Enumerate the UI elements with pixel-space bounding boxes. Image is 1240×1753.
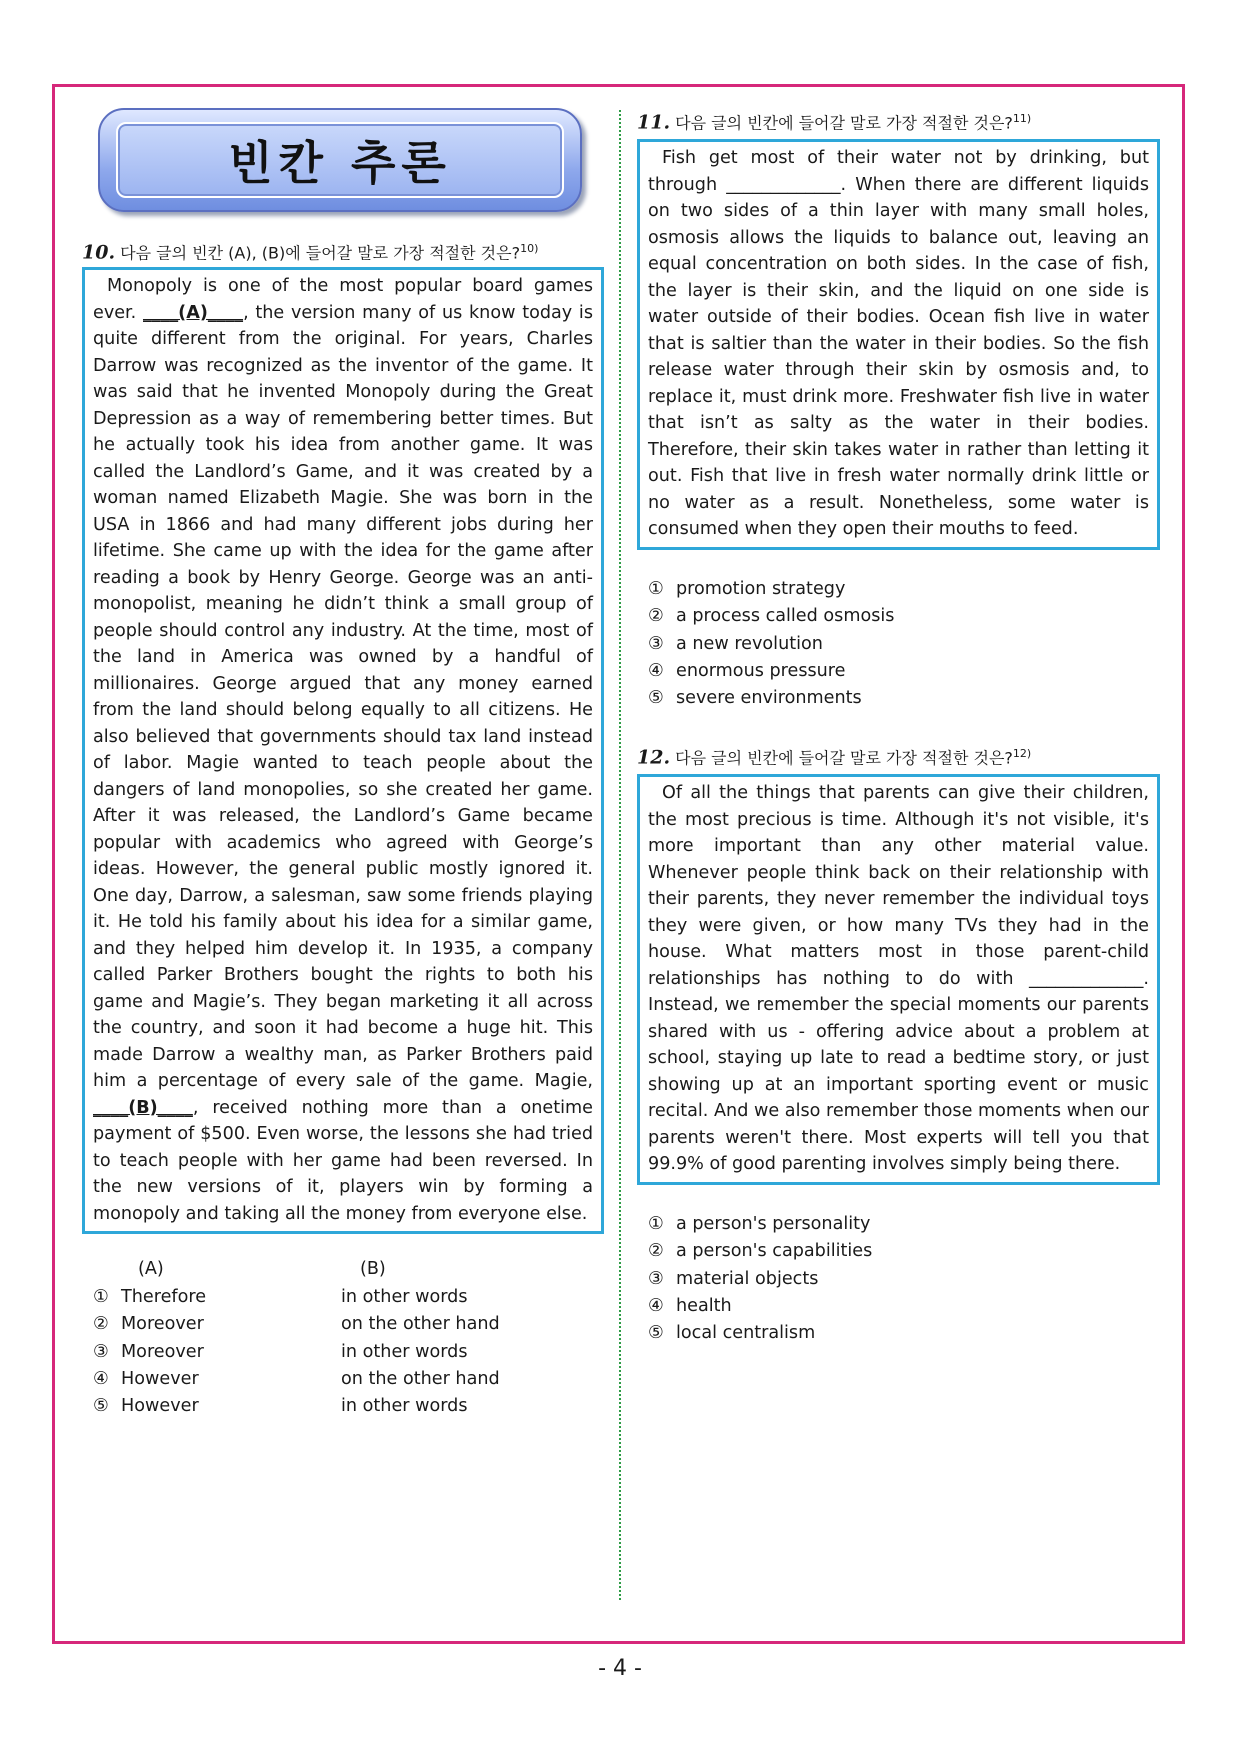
choice-number: ② xyxy=(648,606,664,627)
choice-text: a new revolution xyxy=(676,633,823,654)
section-title: 빈칸 추론 xyxy=(228,136,452,190)
choice-text: a person's personality xyxy=(676,1213,871,1234)
blank-a: ____(A)____ xyxy=(142,302,244,323)
question-10-prompt: 다음 글의 빈칸 (A), (B)에 들어갈 말로 가장 적절한 것은? xyxy=(120,243,521,263)
question-11-ref: 11) xyxy=(1012,112,1032,125)
choice-a: However xyxy=(121,1368,199,1389)
choice-number: ⑤ xyxy=(648,1323,664,1344)
page-number: - 4 - xyxy=(598,1656,642,1681)
choice-text: material objects xyxy=(676,1268,819,1289)
choice-number: ④ xyxy=(648,661,664,682)
choice-text: health xyxy=(676,1295,732,1316)
blank-b: ____(B)____ xyxy=(93,1097,193,1118)
column-b-header: (B) xyxy=(360,1259,386,1280)
choice-number: ③ xyxy=(93,1341,109,1362)
choice-b: in other words xyxy=(341,1341,468,1362)
choice-number: ③ xyxy=(648,1268,664,1289)
choice-item[interactable] xyxy=(648,603,1160,630)
left-column xyxy=(82,108,604,1421)
choice-number: ⑤ xyxy=(93,1396,109,1417)
choice-item[interactable] xyxy=(93,1393,604,1420)
choice-number: ① xyxy=(648,1213,664,1234)
question-12-prompt: 다음 글의 빈칸에 들어갈 말로 가장 적절한 것은? xyxy=(675,748,1013,768)
choice-item[interactable] xyxy=(648,658,1160,685)
choice-a: Moreover xyxy=(121,1341,204,1362)
question-11-header xyxy=(637,108,1160,134)
choice-item[interactable] xyxy=(648,1266,1160,1293)
question-10-header xyxy=(82,238,604,264)
choice-item[interactable] xyxy=(648,1238,1160,1265)
choice-b: on the other hand xyxy=(341,1314,500,1335)
choice-item[interactable] xyxy=(648,1293,1160,1320)
question-10-choices xyxy=(82,1256,604,1420)
choice-item[interactable] xyxy=(648,576,1160,603)
question-12-ref: 12) xyxy=(1012,746,1032,760)
section-title-frame xyxy=(116,122,564,198)
choice-text: promotion strategy xyxy=(676,578,846,599)
question-11-number: 11. xyxy=(637,111,671,134)
choice-a: Therefore xyxy=(121,1286,207,1307)
choice-item[interactable] xyxy=(648,631,1160,658)
passage-text: , received nothing more than a onetime payment of $500. Even worse, the lessons she had tried to teach people with her game had been reversed. In the new versions of it, players win by forming a monopoly and taking all the money from everyone else. xyxy=(93,1097,593,1224)
choice-item[interactable] xyxy=(648,685,1160,712)
choice-number: ② xyxy=(93,1314,109,1335)
choice-item[interactable] xyxy=(648,1211,1160,1238)
choice-text: a process called osmosis xyxy=(676,606,895,627)
choices-header xyxy=(93,1256,604,1283)
question-11-prompt: 다음 글의 빈칸에 들어갈 말로 가장 적절한 것은? xyxy=(675,113,1013,133)
choice-a: However xyxy=(121,1396,199,1417)
column-divider xyxy=(619,110,621,1600)
question-12-choices xyxy=(637,1211,1160,1348)
question-10-passage xyxy=(82,267,604,1234)
choice-number: ③ xyxy=(648,633,664,654)
section-title-banner xyxy=(98,108,582,212)
choice-b: in other words xyxy=(341,1396,468,1417)
choice-b: in other words xyxy=(341,1286,468,1307)
choice-number: ④ xyxy=(648,1295,664,1316)
choice-item[interactable] xyxy=(93,1311,604,1338)
choice-a: Moreover xyxy=(121,1314,204,1335)
choice-number: ② xyxy=(648,1241,664,1262)
passage-text: Monopoly is one of the most popular board games ever. xyxy=(93,276,593,323)
question-12-passage xyxy=(637,774,1160,1185)
question-11-choices xyxy=(637,576,1160,713)
question-12-number: 12. xyxy=(637,746,671,769)
column-a-header: (A) xyxy=(138,1259,164,1280)
choice-number: ⑤ xyxy=(648,688,664,709)
choice-item[interactable] xyxy=(93,1339,604,1366)
choice-text: enormous pressure xyxy=(676,661,846,682)
question-11-passage xyxy=(637,139,1160,550)
question-12-header xyxy=(637,743,1160,769)
question-10-ref: 10) xyxy=(520,242,539,255)
choice-item[interactable] xyxy=(93,1366,604,1393)
choice-item[interactable] xyxy=(93,1284,604,1311)
passage-text: Fish get most of their water not by drinking, but through _____________. When there are different liquids on two sides of a thin layer with many small holes, osmosis allows the liquids to balance out, leaving an equal concentration on both sides. In the case of fish, the layer is their skin, and the liquid on one side is water outside of their bodies. Ocean fish live in water that is saltier than the water in their bodies. So the fish release water through their skin by osmosis and, to replace it, must drink more. Freshwater fish live in water that isn’t as salty as the water in their bodies. Therefore, their skin takes water in rather than letting it out. Fish that live in fresh water normally drink little or no water as a result. Nonetheless, some water is consumed when they open their mouths to feed. xyxy=(648,148,1149,540)
choice-b: on the other hand xyxy=(341,1368,500,1389)
choice-number: ① xyxy=(648,578,664,599)
choice-text: a person's capabilities xyxy=(676,1241,873,1262)
passage-text: , the version many of us know today is quite different from the original. For years, Charles Darrow was recognized as the inventor of the game. It was said that he invented Monopoly during the Great Depression as a way of remembering better times. But he actually took his idea from another game. It was called the Landlord’s Game, and it was created by a woman named Elizabeth Magie. She was born in the USA in 1866 and had many different jobs during her lifetime. She came up with the idea for the game after reading a book by Henry George. George was an anti-monopolist, meaning he didn’t think a small group of people should control any industry. At the time, most of the land in America was owned by a handful of millionaires. George argued that any money earned from the land should belong equally to all citizens. He also believed that governments should tax land instead of labor. Magie wanted to teach people about the dangers of land monopolies, so she created her game. After it was released, the Landlord’s Game became popular with academics who agreed with George’s ideas. However, the general public mostly ignored it. One day, Darrow, a salesman, saw some friends playing it. He told his family about his idea for a similar game, and they helped him develop it. In 1935, a company called Parker Brothers bought the rights to both his game and Magie’s. They began marketing it all across the country, and soon it had become a huge hit. This made Darrow a wealthy man, as Parker Brothers paid him a percentage of every sale of the game. Magie, xyxy=(93,302,593,1092)
choice-number: ① xyxy=(93,1286,109,1307)
choice-text: local centralism xyxy=(676,1323,816,1344)
choice-item[interactable] xyxy=(648,1320,1160,1347)
choice-text: severe environments xyxy=(676,688,862,709)
choice-number: ④ xyxy=(93,1368,109,1389)
passage-text: Of all the things that parents can give their children, the most precious is time. Although it's not visible, it's more important than any other material value. Whenever people think back on their relationship with their parents, they never remember the individual toys they were given, or how many TVs they had in the house. What matters most in those parent-child relationships has nothing to do with _____________. Instead, we remember the special moments our parents shared with us - offering advice about a problem at school, staying up late to read a bedtime story, or just showing up at an important sporting event or music recital. And we also remember those moments when our parents weren't there. Most experts will tell you that 99.9% of good parenting involves simply being there. xyxy=(648,783,1149,1175)
question-10-number: 10. xyxy=(82,241,116,264)
right-column xyxy=(637,108,1160,1348)
